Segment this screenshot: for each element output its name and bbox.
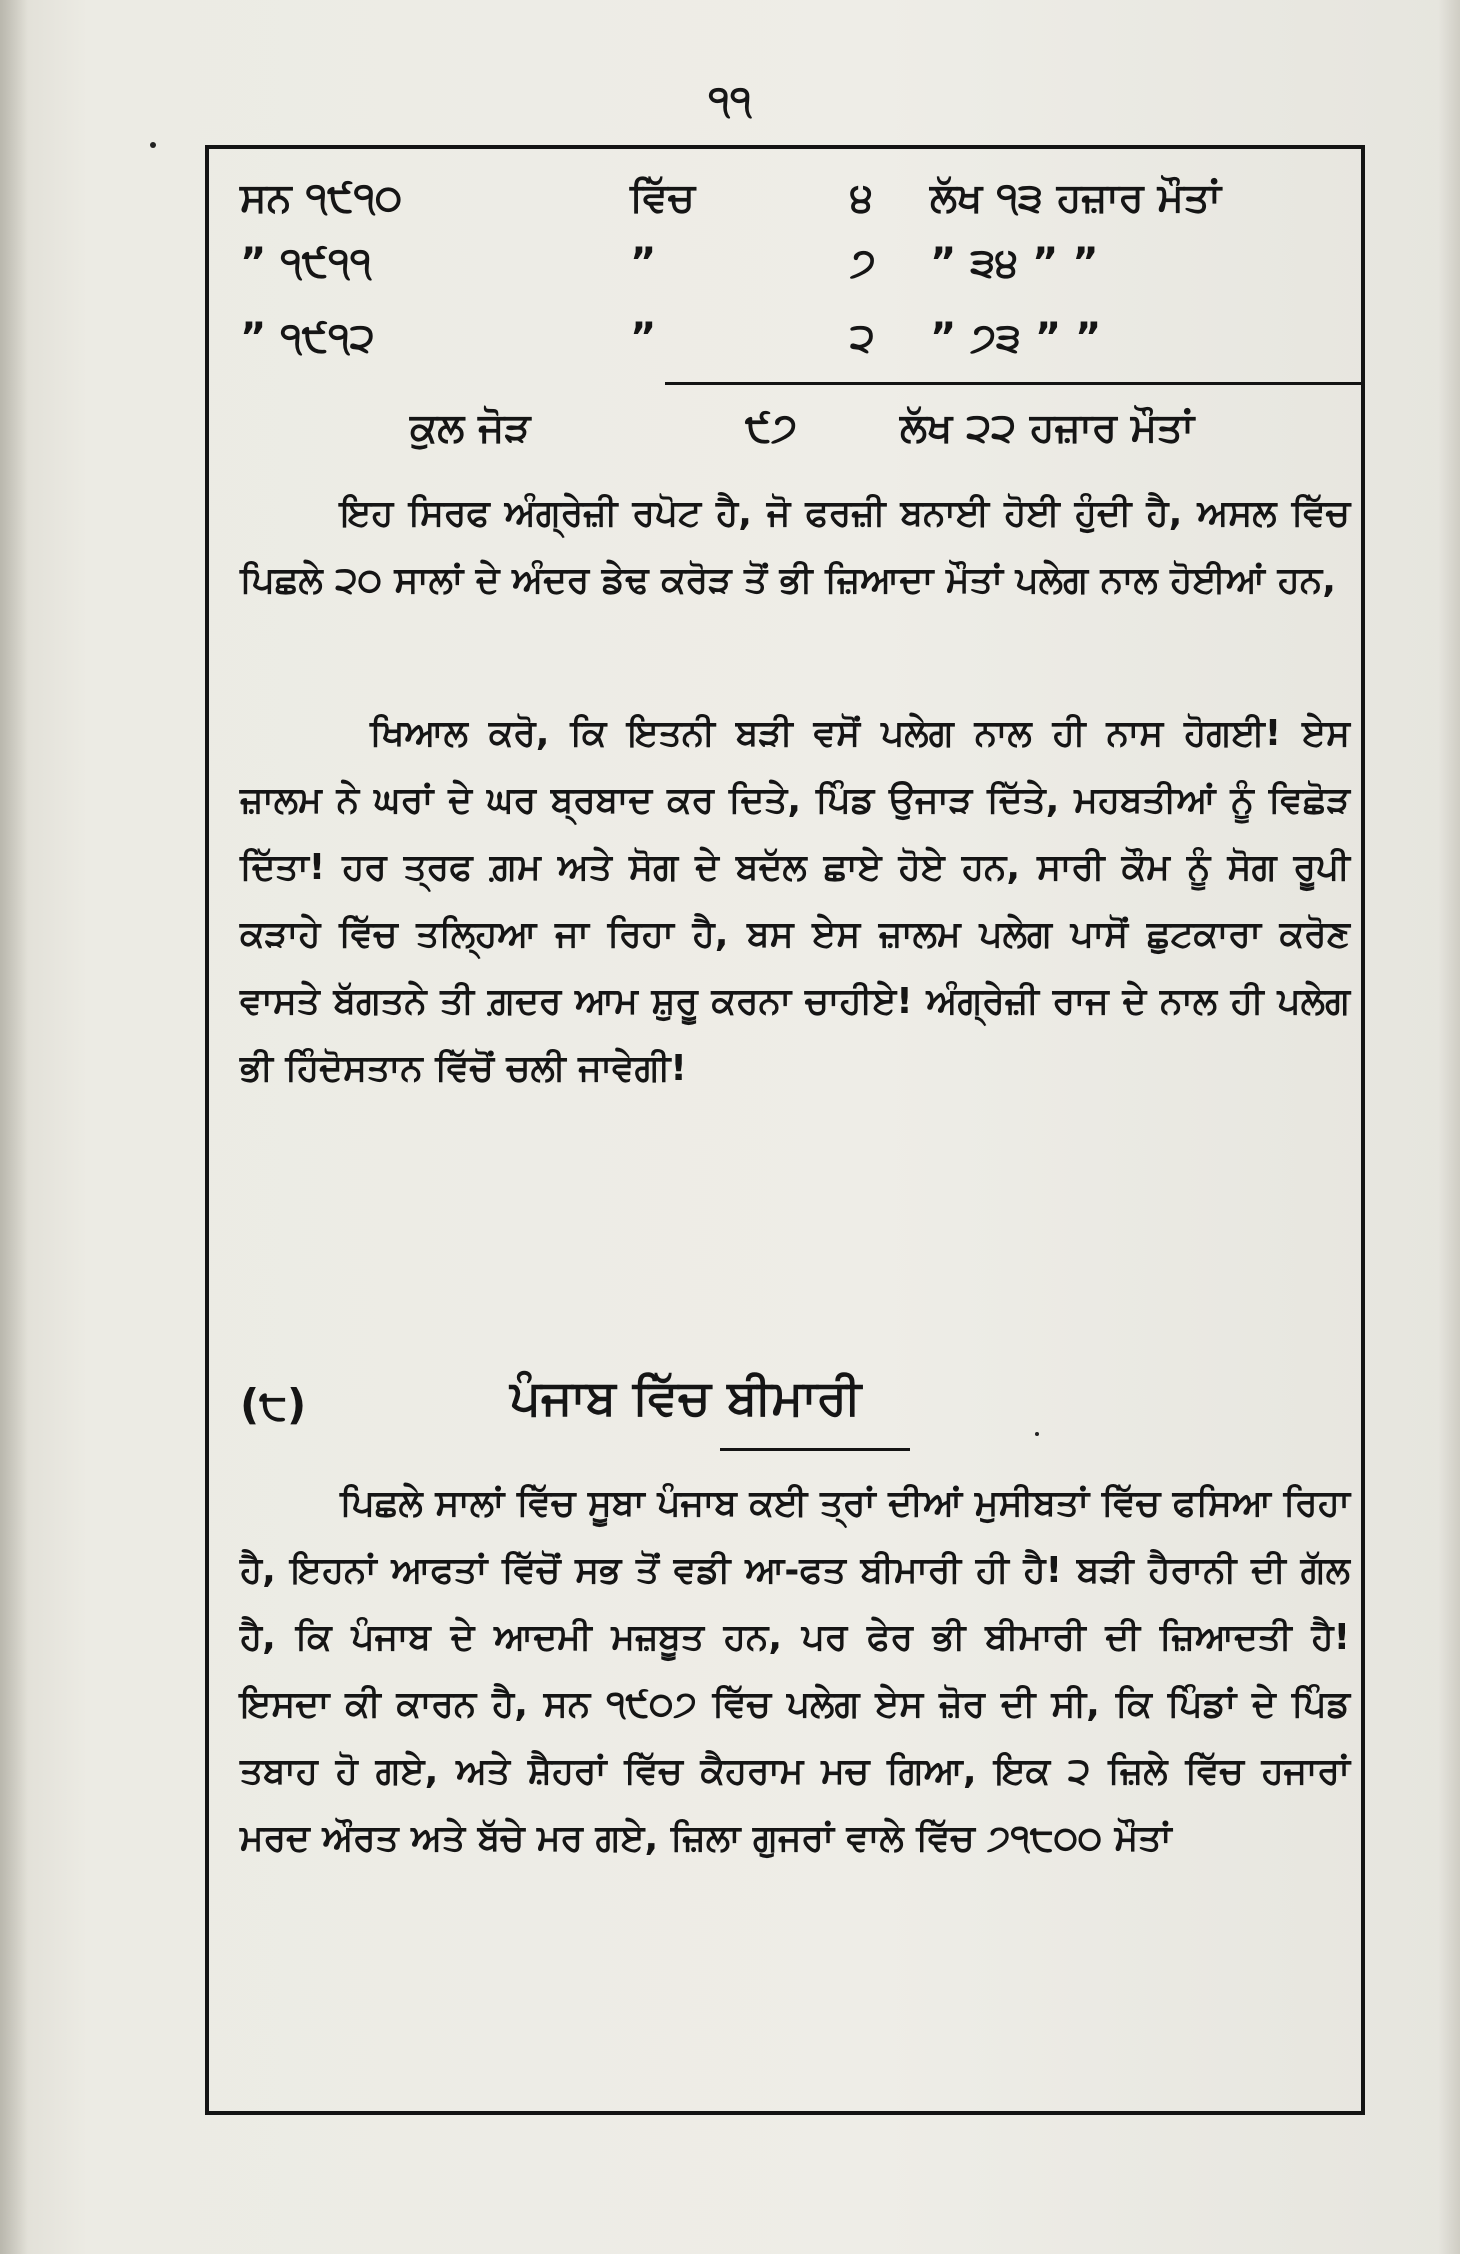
stat-year: ” ੧੯੧੨ xyxy=(240,315,375,361)
stat-deaths: ” ੩੪ ” ” xyxy=(930,240,1099,286)
section-title-underline xyxy=(720,1448,910,1451)
paragraph-report xyxy=(240,480,1350,614)
total-count: ੯੭ xyxy=(745,405,797,451)
total-row xyxy=(410,400,1360,460)
page-edge xyxy=(1438,0,1460,2254)
page-number: ੧੧ xyxy=(708,78,752,124)
stat-row-1912 xyxy=(240,310,1350,370)
paragraph-plague xyxy=(240,700,1350,1102)
paragraph-punjab-text: ਪਿਛਲੇ ਸਾਲਾਂ ਵਿੱਚ ਸੂਬਾ ਪੰਜਾਬ ਕਈ ਤ੍ਰਾਂ ਦੀਆਂ ਮੁਸੀਬਤਾਂ ਵਿੱਚ ਫਸਿਆ ਰਿਹਾ ਹੈ, ਇਹਨਾਂ ਆਫਤਾਂ ਵਿੱਚੋਂ ਸਭ ਤੋਂ ਵਡੀ ਆ-ਫਤ ਬੀਮਾਰੀ ਹੀ ਹੈ! ਬੜੀ ਹੈਰਾਨੀ ਦੀ ਗੱਲ ਹੈ, ਕਿ ਪੰਜਾਬ ਦੇ ਆਦਮੀ ਮਜ਼ਬੂਤ ਹਨ, ਪਰ ਫੇਰ ਭੀ ਬੀਮਾਰੀ ਦੀ ਜ਼ਿਆਦਤੀ ਹੈ! ਇਸਦਾ ਕੀ ਕਾਰਨ ਹੈ, ਸਨ ੧੯੦੭ ਵਿੱਚ ਪਲੇਗ ਏਸ ਜ਼ੋਰ ਦੀ ਸੀ, ਕਿ ਪਿੰਡਾਂ ਦੇ ਪਿੰਡ ਤਬਾਹ ਹੋ ਗਏ, ਅਤੇ ਸ਼ੈਹਰਾਂ ਵਿੱਚ ਕੈਹਰਾਮ ਮਚ ਗਿਆ, ਇਕ ੨ ਜ਼ਿਲੇ ਵਿੱਚ ਹਜਾਰਾਂ ਮਰਦ ਔਰਤ ਅਤੇ ਬੱਚੇ ਮਰ ਗਏ, ਜ਼ਿਲਾ ਗੁਜਰਾਂ ਵਾਲੇ ਵਿੱਚ ੭੧੮੦੦ ਮੌਤਾਂ xyxy=(240,1483,1350,1859)
stat-row-1910 xyxy=(240,170,1350,230)
stat-count: ੨ xyxy=(850,315,875,361)
section-number: (੮) xyxy=(240,1380,307,1429)
ink-speck xyxy=(1035,1432,1039,1436)
stat-in: ” xyxy=(630,315,657,361)
paragraph-plague-text: ਖਿਆਲ ਕਰੋ, ਕਿ ਇਤਨੀ ਬੜੀ ਵਸੋਂ ਪਲੇਗ ਨਾਲ ਹੀ ਨਾਸ ਹੋਗਈ! ਏਸ ਜ਼ਾਲਮ ਨੇ ਘਰਾਂ ਦੇ ਘਰ ਬ੍ਰਬਾਦ ਕਰ ਦਿਤੇ, ਪਿੰਡ ਉਜਾੜ ਦਿੱਤੇ, ਮਹਬਤੀਆਂ ਨੂੰ ਵਿਛੋੜ ਦਿੱਤਾ! ਹਰ ਤ੍ਰਫ ਗ਼ਮ ਅਤੇ ਸੋਗ ਦੇ ਬਦੱਲ ਛਾਏ ਹੋਏ ਹਨ, ਸਾਰੀ ਕੌਮ ਨੂੰ ਸੋਗ ਰੂਪੀ ਕੜਾਹੇ ਵਿੱਚ ਤਲ੍ਹਿਆ ਜਾ ਰਿਹਾ ਹੈ, ਬਸ ਏਸ ਜ਼ਾਲਮ ਪਲੇਗ ਪਾਸੋਂ ਛੁਟਕਾਰਾ ਕਰੋਣ ਵਾਸਤੇ ਬੱਗਤਨੇ ਤੀ ਗ਼ਦਰ ਆਮ ਸ਼ੁਰੂ ਕਰਨਾ ਚਾਹੀਏ! ਅੰਗ੍ਰੇਜ਼ੀ ਰਾਜ ਦੇ ਨਾਲ ਹੀ ਪਲੇਗ ਭੀ ਹਿੰਦੋਸਤਾਨ ਵਿੱਚੋਂ ਚਲੀ ਜਾਵੇਗੀ! xyxy=(240,713,1350,1089)
stat-year: ” ੧੯੧੧ xyxy=(240,240,372,286)
stat-count: ੪ xyxy=(850,175,874,221)
stat-row-1911 xyxy=(240,235,1350,295)
paragraph-report-text: ਇਹ ਸਿਰਫ ਅੰਗ੍ਰੇਜ਼ੀ ਰਪੋਟ ਹੈ, ਜੋ ਫਰਜ਼ੀ ਬਨਾਈ ਹੋਈ ਹੁੰਦੀ ਹੈ, ਅਸਲ ਵਿੱਚ ਪਿਛਲੇ ੨੦ ਸਾਲਾਂ ਦੇ ਅੰਦਰ ਡੇਢ ਕਰੋੜ ਤੋਂ ਭੀ ਜ਼ਿਆਦਾ ਮੌਤਾਂ ਪਲੇਗ ਨਾਲ ਹੋਈਆਂ ਹਨ, xyxy=(240,493,1350,601)
ink-speck xyxy=(150,142,156,148)
total-deaths: ਲੱਖ ੨੨ ਹਜ਼ਾਰ ਮੌਤਾਂ xyxy=(900,405,1195,451)
stat-deaths: ਲੱਖ ੧੩ ਹਜ਼ਾਰ ਮੌਤਾਂ xyxy=(930,175,1221,221)
spine-shadow xyxy=(0,0,28,2254)
stat-deaths: ” ੭੩ ” ” xyxy=(930,315,1102,361)
section-heading xyxy=(240,1360,1350,1440)
stat-year: ਸਨ ੧੯੧੦ xyxy=(240,175,403,221)
total-label: ਕੁਲ ਜੋੜ xyxy=(410,405,531,451)
stat-in: ” xyxy=(630,240,657,286)
total-rule xyxy=(665,382,1365,385)
section-title: ਪੰਜਾਬ ਵਿੱਚ ਬੀਮਾਰੀ xyxy=(510,1370,862,1426)
stat-in: ਵਿੱਚ xyxy=(630,175,695,221)
paragraph-punjab xyxy=(240,1470,1350,1872)
stat-count: ੭ xyxy=(850,240,876,286)
